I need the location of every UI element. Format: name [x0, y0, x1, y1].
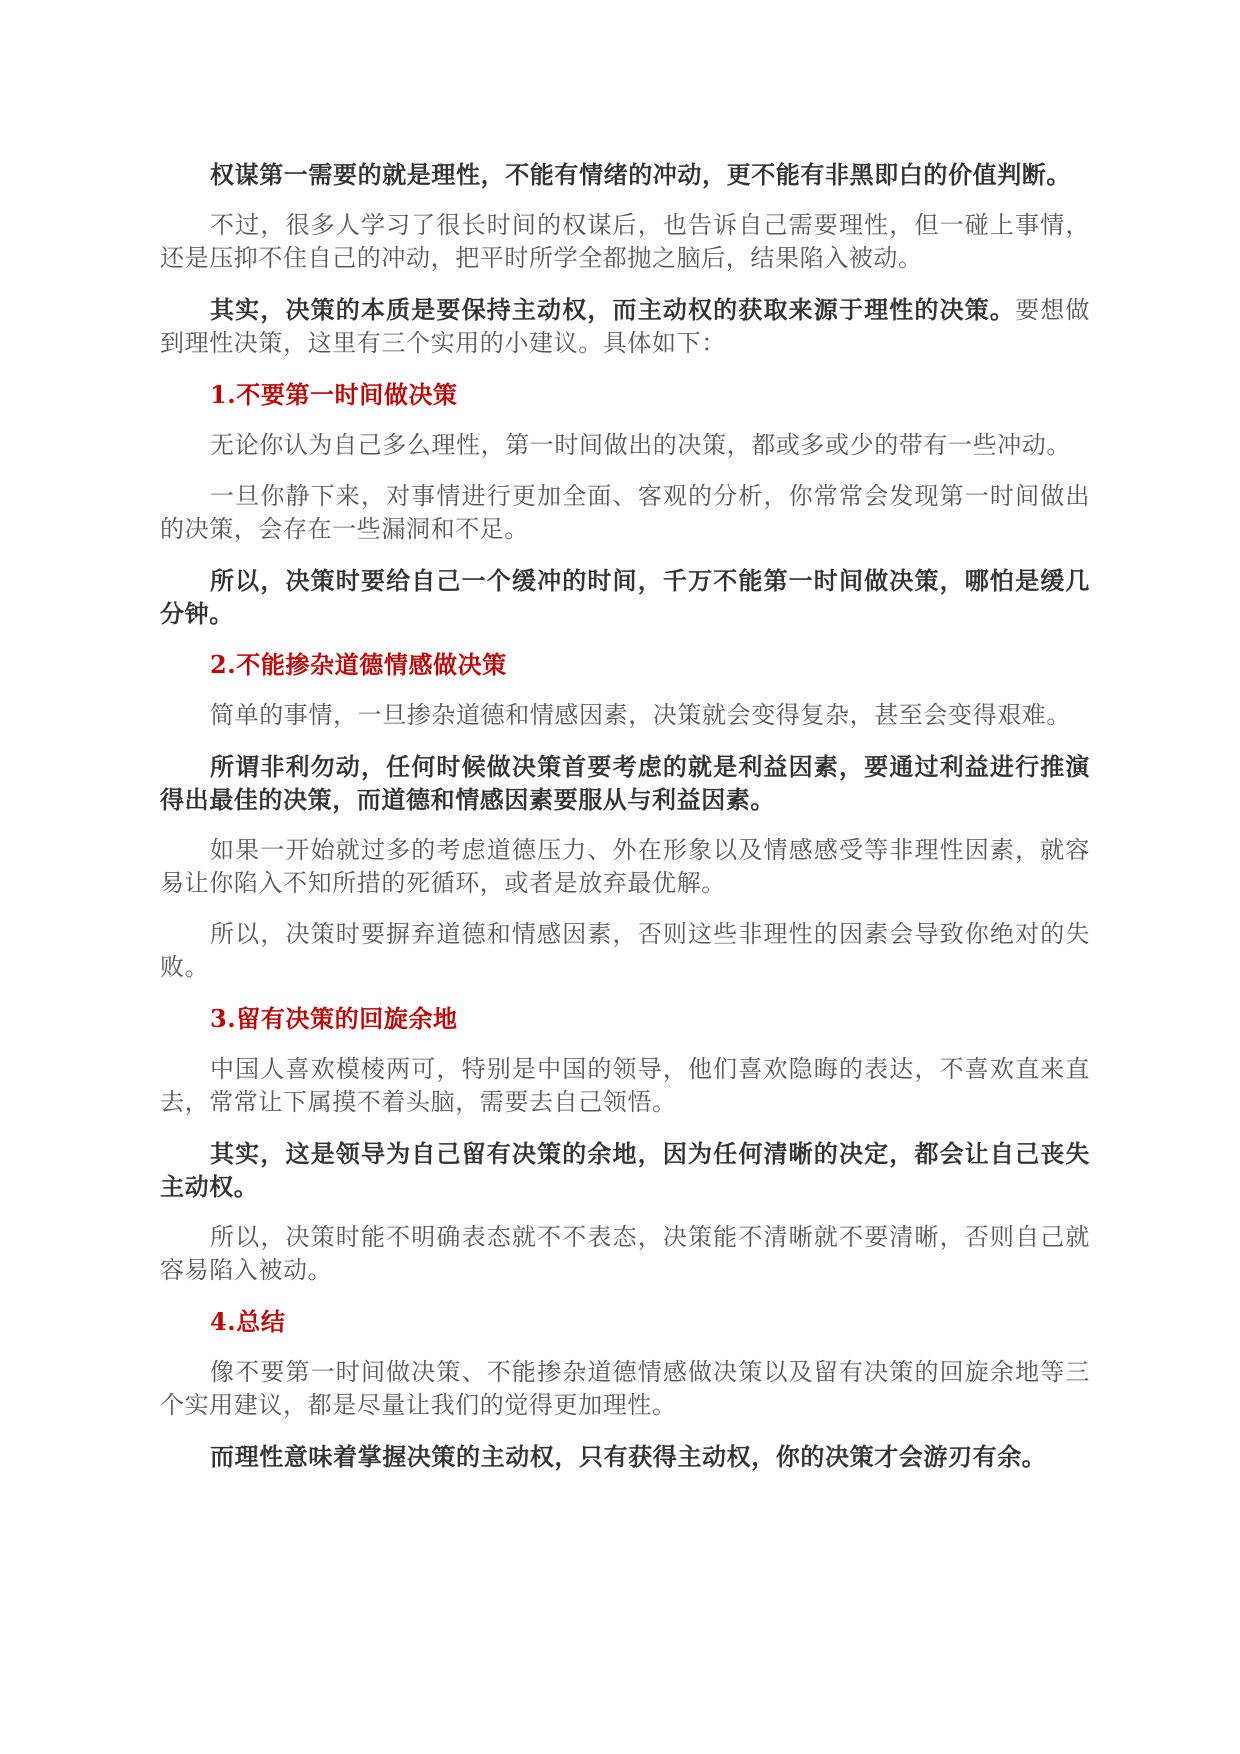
paragraph: 无论你认为自己多么理性，第一时间做出的决策，都或多或少的带有一些冲动。 — [210, 431, 1071, 459]
paragraph-bold-part: 其实，决策的本质是要保持主动权，而主动权的获取来源于理性的决策。 — [210, 295, 1016, 324]
paragraph-mixed — [160, 293, 1090, 360]
article-body — [160, 158, 1090, 1491]
paragraph-bold: 所以，决策时要给自己一个缓冲的时间，千万不能第一时间做决策，哪怕是缓几分钟。 — [160, 566, 1090, 628]
paragraph-bold: 其实，这是领导为自己留有决策的余地，因为任何清晰的决定，都会让自己丧失主动权。 — [160, 1139, 1090, 1201]
section-heading-4: 4.总结 — [210, 1307, 286, 1336]
paragraph: 像不要第一时间做决策、不能掺杂道德情感做决策以及留有决策的回旋余地等三个实用建议，都是尽量让我们的觉得更加理性。 — [160, 1358, 1090, 1419]
paragraph-intro-bold: 权谋第一需要的就是理性，不能有情绪的冲动，更不能有非黑即白的价值判断。 — [210, 160, 1071, 189]
section-heading-1: 1.不要第一时间做决策 — [210, 380, 458, 409]
paragraph: 如果一开始就过多的考虑道德压力、外在形象以及情感感受等非理性因素，就容易让你陷入不知所措的死循环，或者是放弃最优解。 — [160, 836, 1090, 897]
paragraph: 不过，很多人学习了很长时间的权谋后，也告诉自己需要理性，但一碰上事情，还是压抑不住自己的冲动，把平时所学全都抛之脑后，结果陷入被动。 — [160, 211, 1090, 272]
paragraph: 中国人喜欢模棱两可，特别是中国的领导，他们喜欢隐晦的表达，不喜欢直来直去，常常让下属摸不着头脑，需要去自己领悟。 — [160, 1055, 1090, 1116]
paragraph-normal-part: 要想做到理性决策，这里有三个实用的小建议。具体如下： — [160, 296, 1090, 357]
paragraph: 简单的事情，一旦掺杂道德和情感因素，决策就会变得复杂，甚至会变得艰难。 — [210, 701, 1071, 729]
section-heading-2: 2.不能掺杂道德情感做决策 — [210, 650, 507, 679]
paragraph: 一旦你静下来，对事情进行更加全面、客观的分析，你常常会发现第一时间做出的决策，会存在一些漏洞和不足。 — [160, 482, 1090, 543]
paragraph-bold-conclusion: 而理性意味着掌握决策的主动权，只有获得主动权，你的决策才会游刃有余。 — [210, 1442, 1047, 1471]
paragraph-bold: 所谓非利勿动，任何时候做决策首要考虑的就是利益因素，要通过利益进行推演得出最佳的决策，而道德和情感因素要服从与利益因素。 — [160, 752, 1090, 814]
paragraph: 所以，决策时能不明确表态就不不表态，决策能不清晰就不要清晰，否则自己就容易陷入被动。 — [160, 1223, 1090, 1284]
section-heading-3: 3.留有决策的回旋余地 — [210, 1004, 458, 1033]
paragraph: 所以，决策时要摒弃道德和情感因素，否则这些非理性的因素会导致你绝对的失败。 — [160, 920, 1090, 981]
